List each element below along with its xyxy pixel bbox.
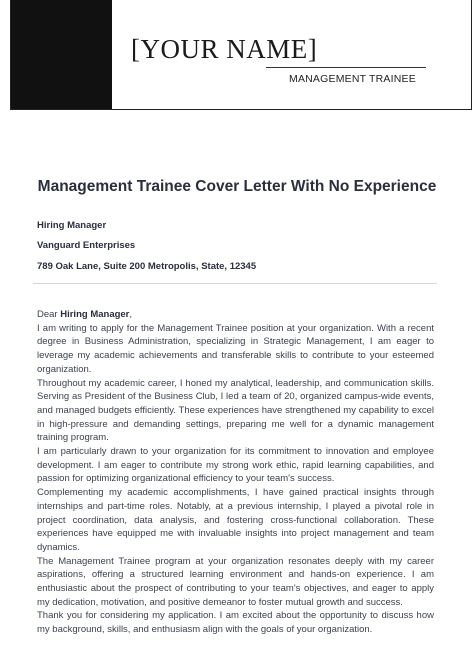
recipient-company: Vanguard Enterprises [37,240,136,251]
letter-paragraph: Complementing my academic accomplishments, I have gained practical insights through internships and part-time roles. Notably, at a previous internship, I played a pivotal role in project coordination, data analysis, and fostering cross-functional collaboration. These experiences have equipped me with invaluable insights into project management and team dynamics. [37,487,434,553]
letter-paragraph: Throughout my academic career, I honed my analytical, leadership, and communication skills. Serving as President of the Business Club, I led a team of 20, organized campus-wide events, and managed budgets efficiently. These experiences have strengthened my capability to excel in high-pressure and demanding settings, preparing me well for a dynamic management training program. [37,377,434,444]
applicant-role: MANAGEMENT TRAINEE [289,73,416,85]
letter-paragraph: The Management Trainee program at your organization resonates deeply with my career aspirations, offering a structured learning environment and hands-on experience. I am enthusiastic about the prospect of contributing to your team's objectives, and eager to apply my dedication, motivation, and positive demeanor to foster mutual growth and success. [37,555,434,608]
salutation-prefix: Dear [37,309,61,320]
header-black-block [11,0,112,109]
recipient-title: Hiring Manager [37,220,107,231]
letter-body [37,308,434,637]
applicant-name: [YOUR NAME] [131,34,318,64]
letter-paragraph: Thank you for considering my application. I am excited about the opportunity to discuss how my background, skills, and enthusiasm align with the goals of your organization. [37,610,434,636]
recipient-address: 789 Oak Lane, Suite 200 Metropolis, State, 12345 [37,261,257,272]
salutation-suffix: , [129,309,133,320]
letter-paragraph: I am writing to apply for the Management Trainee position at your organization. With a recent degree in Business Administration, specializing in Strategic Management, I am eager to leverage my academic achievements and transferable skills to contribute to your esteemed organization. [37,322,434,375]
section-divider [33,283,437,284]
salutation [37,308,434,322]
page-title: Management Trainee Cover Letter With No Experience [37,178,437,195]
salutation-name: Hiring Manager [60,309,130,320]
header-box [10,0,472,110]
letter-paragraph: I am particularly drawn to your organization for its commitment to innovation and employee development. I am eager to contribute my strong work ethic, rapid learning capabilities, and passion for optimizing organizational efficiency to your team's success. [37,446,434,485]
role-divider [266,67,426,68]
